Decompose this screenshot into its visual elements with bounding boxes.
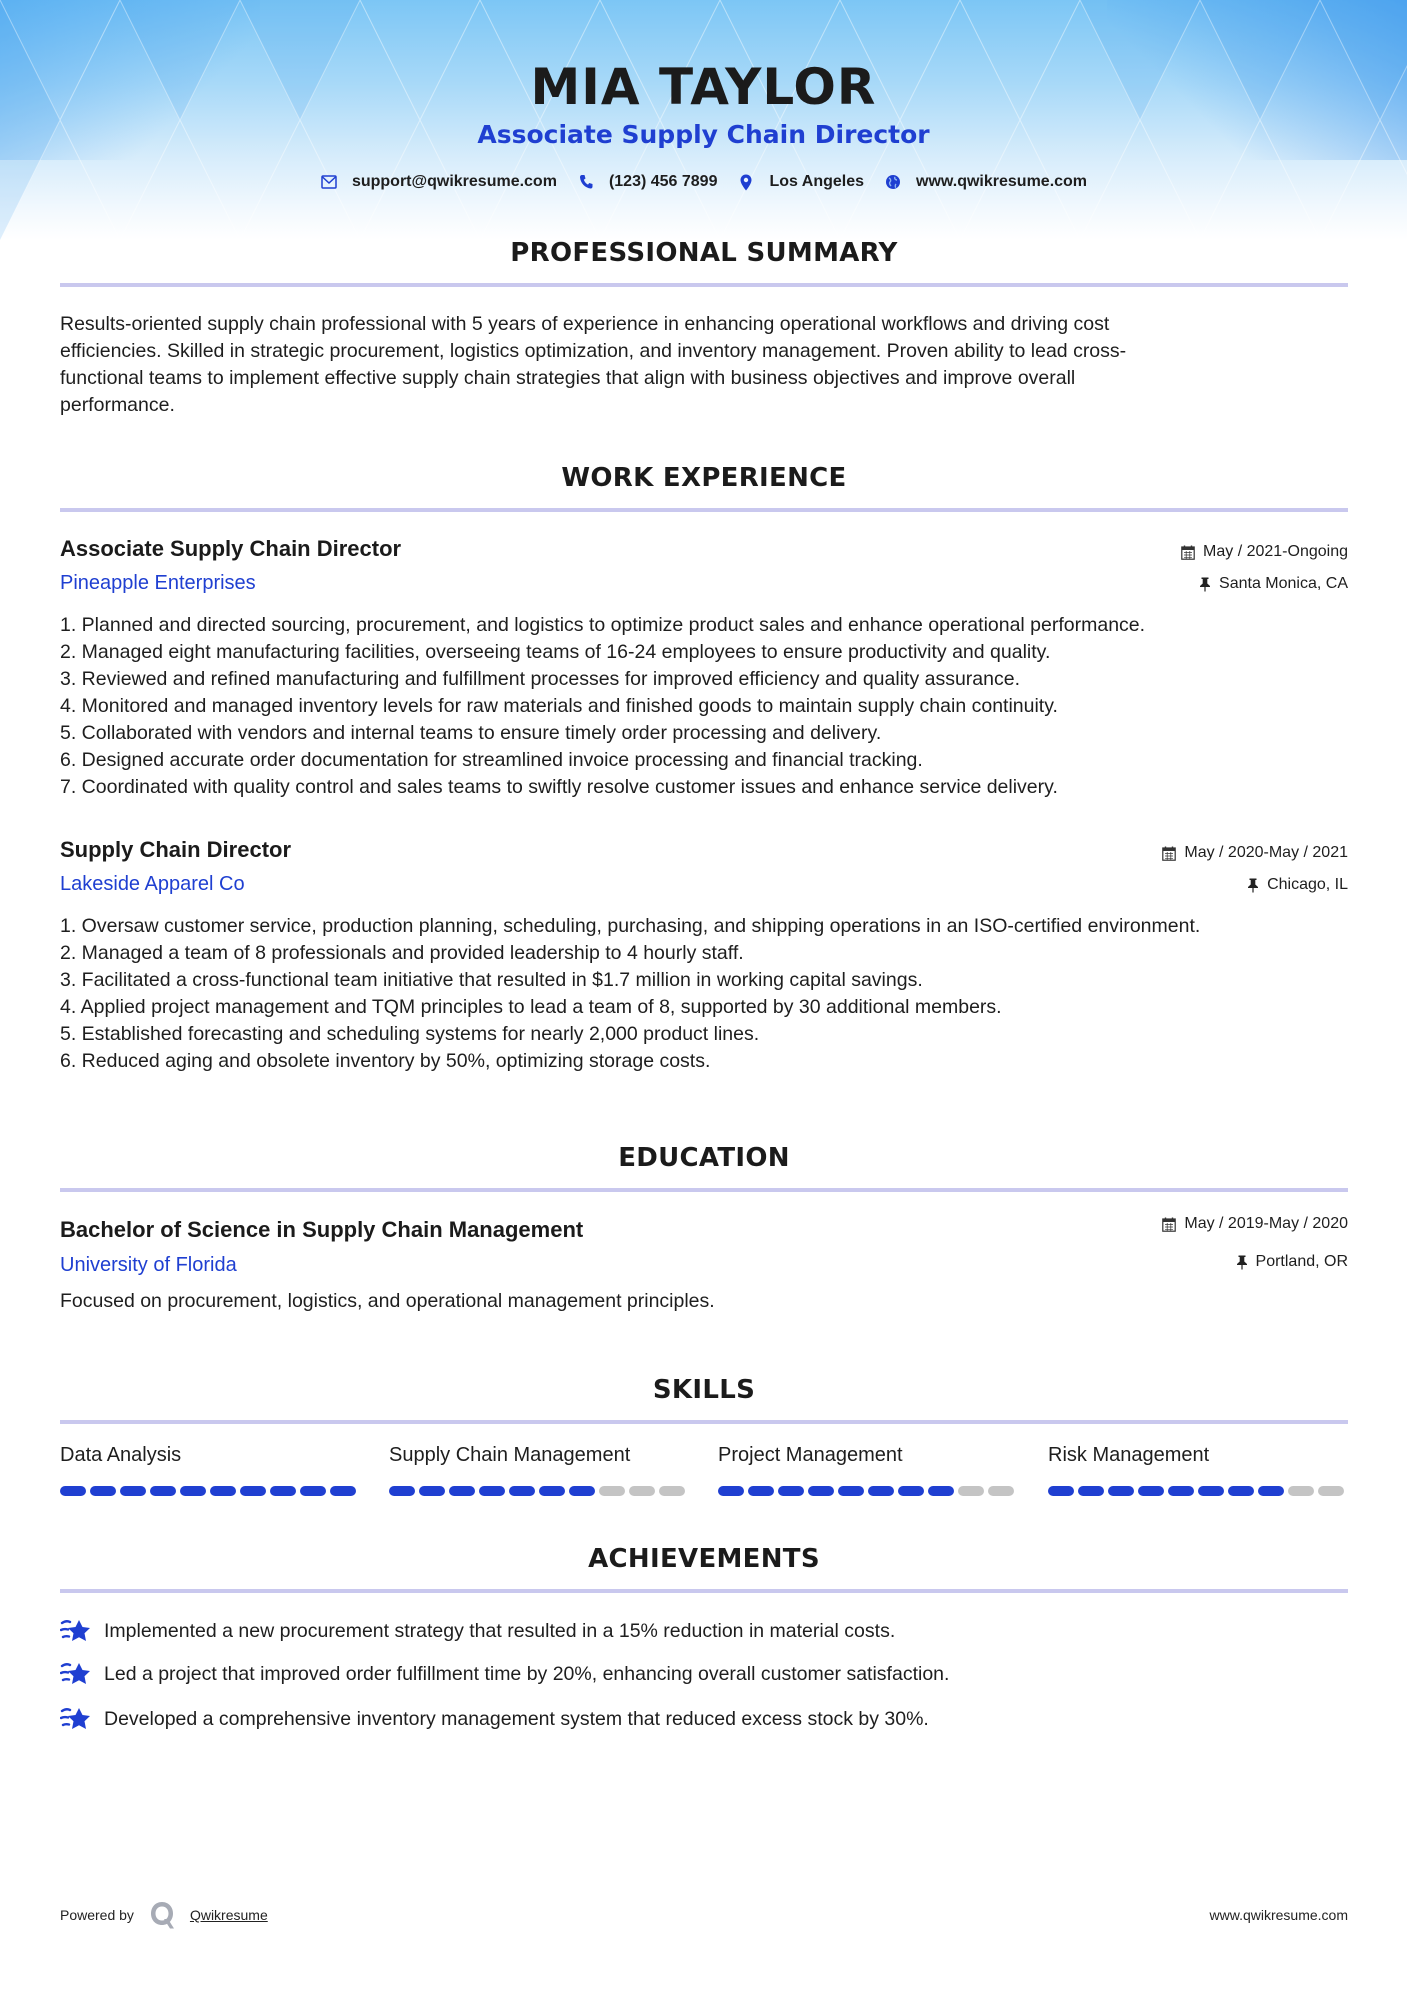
skill-dot-filled: [898, 1486, 924, 1496]
skill-dot-filled: [718, 1486, 744, 1496]
education-description: Focused on procurement, logistics, and operational management principles.: [60, 1290, 715, 1312]
bullet-item: 2. Managed eight manufacturing facilities, overseeing teams of 16-24 employees to ensure productivity and quality.: [60, 641, 1051, 663]
skill-item: [718, 1444, 1018, 1496]
powered-by-label: Powered by: [60, 1907, 134, 1923]
pushpin-icon: [1199, 577, 1211, 592]
globe-icon: [884, 173, 902, 191]
skill-rating: [1048, 1486, 1348, 1496]
skill-dot-filled: [180, 1486, 206, 1496]
map-marker-icon: [737, 173, 755, 191]
shooting-star-icon: [60, 1660, 92, 1688]
skill-dot-empty: [988, 1486, 1014, 1496]
bullet-item: 4. Applied project management and TQM principles to lead a team of 8, supported by 30 additional members.: [60, 996, 1002, 1018]
skill-dot-filled: [210, 1486, 236, 1496]
contact-phone[interactable]: [577, 173, 718, 191]
job-dates-text: May / 2020-May / 2021: [1184, 844, 1348, 861]
section-divider: [60, 508, 1348, 512]
section-title-summary: PROFESSIONAL SUMMARY: [510, 238, 898, 268]
section-divider: [60, 1589, 1348, 1593]
skill-label: Data Analysis: [60, 1444, 182, 1466]
skill-dot-empty: [599, 1486, 625, 1496]
contact-website-text: www.qwikresume.com: [916, 173, 1088, 190]
achievement-item: [60, 1705, 929, 1733]
summary-line: performance.: [60, 394, 175, 416]
section-title-achievements: ACHIEVEMENTS: [588, 1544, 820, 1574]
skill-dot-filled: [330, 1486, 356, 1496]
skill-dot-empty: [958, 1486, 984, 1496]
skill-dot-filled: [1198, 1486, 1224, 1496]
skill-dot-filled: [868, 1486, 894, 1496]
qwikresume-link[interactable]: Qwikresume: [189, 1907, 268, 1923]
bullet-item: 4. Monitored and managed inventory levels for raw materials and finished goods to maintain supply chain continuity.: [60, 695, 1058, 717]
contact-email-text: support@qwikresume.com: [351, 173, 557, 190]
skill-dot-filled: [838, 1486, 864, 1496]
bullet-item: 3. Facilitated a cross-functional team initiative that resulted in $1.7 million in working capital savings.: [60, 969, 923, 991]
skill-dot-filled: [1138, 1486, 1164, 1496]
skill-dot-filled: [509, 1486, 535, 1496]
job-dates: [1181, 543, 1348, 561]
job-location: [1247, 876, 1348, 894]
skill-dot-empty: [659, 1486, 685, 1496]
bullet-item: 7. Coordinated with quality control and sales teams to swiftly resolve customer issues and enhance service delivery.: [60, 776, 1058, 798]
skill-dot-filled: [419, 1486, 445, 1496]
job-title: Supply Chain Director: [60, 837, 292, 862]
skill-dot-filled: [449, 1486, 475, 1496]
contact-bar: [0, 173, 1407, 191]
section-title-skills: SKILLS: [652, 1375, 756, 1405]
skill-dot-filled: [270, 1486, 296, 1496]
bullet-item: 6. Reduced aging and obsolete inventory by 50%, optimizing storage costs.: [60, 1050, 711, 1072]
section-divider: [60, 283, 1348, 287]
job-location-text: Chicago, IL: [1267, 876, 1348, 893]
skill-label: Project Management: [718, 1444, 903, 1466]
degree-title: Bachelor of Science in Supply Chain Management: [60, 1217, 584, 1242]
achievement-text: Implemented a new procurement strategy that resulted in a 15% reduction in material costs.: [104, 1619, 896, 1642]
bullet-item: 1. Planned and directed sourcing, procurement, and logistics to optimize product sales and enhance operational performance.: [60, 614, 1146, 636]
footer-website[interactable]: www.qwikresume.com: [1209, 1907, 1348, 1923]
envelope-icon: [320, 173, 338, 191]
candidate-role: Associate Supply Chain Director: [477, 120, 930, 149]
job-bullets: [60, 612, 1360, 801]
summary-line: Results-oriented supply chain professional with 5 years of experience in enhancing operational workflows and driving cost: [60, 313, 1110, 335]
job-location: [1199, 575, 1348, 593]
skill-dot-filled: [569, 1486, 595, 1496]
skill-item: [389, 1444, 689, 1496]
skill-dot-filled: [90, 1486, 116, 1496]
achievement-text: Led a project that improved order fulfillment time by 20%, enhancing overall customer satisfaction.: [104, 1662, 950, 1685]
section-title-education: EDUCATION: [618, 1143, 790, 1173]
skill-dot-filled: [1228, 1486, 1254, 1496]
skill-dot-filled: [928, 1486, 954, 1496]
skill-dot-filled: [150, 1486, 176, 1496]
footer-powered-by: [60, 1900, 268, 1930]
contact-email[interactable]: [320, 173, 557, 191]
phone-icon: [577, 173, 595, 191]
skill-rating: [718, 1486, 1018, 1496]
education-location: [1236, 1253, 1348, 1271]
job-dates: [1162, 844, 1348, 862]
section-divider: [60, 1188, 1348, 1192]
candidate-name: MIA TAYLOR: [530, 58, 877, 116]
shooting-star-icon: [60, 1705, 92, 1733]
qwikresume-logo-icon: [148, 1900, 176, 1930]
achievement-item: [60, 1617, 895, 1645]
skill-dot-filled: [808, 1486, 834, 1496]
skill-dot-filled: [778, 1486, 804, 1496]
company-name: Pineapple Enterprises: [60, 572, 256, 594]
section-title-experience: WORK EXPERIENCE: [561, 463, 847, 493]
bullet-item: 3. Reviewed and refined manufacturing and fulfillment processes for improved efficiency and quality assurance.: [60, 668, 1020, 690]
skill-item: [1048, 1444, 1348, 1496]
bullet-item: 5. Established forecasting and scheduling systems for nearly 2,000 product lines.: [60, 1023, 760, 1045]
education-dates-text: May / 2019-May / 2020: [1184, 1215, 1348, 1232]
section-divider: [60, 1420, 1348, 1424]
summary-text: [60, 311, 1348, 419]
calendar-icon: [1162, 1217, 1176, 1232]
skill-rating: [60, 1486, 360, 1496]
job-location-text: Santa Monica, CA: [1219, 575, 1348, 592]
skill-dot-filled: [1258, 1486, 1284, 1496]
skill-label: Risk Management: [1048, 1444, 1210, 1466]
bullet-item: 6. Designed accurate order documentation for streamlined invoice processing and financial tracking.: [60, 749, 923, 771]
skill-dot-filled: [748, 1486, 774, 1496]
skill-dot-filled: [1048, 1486, 1074, 1496]
skill-dot-empty: [1288, 1486, 1314, 1496]
summary-line: efficiencies. Skilled in strategic procurement, logistics optimization, and inventory management. Proven ability to lead cross-: [60, 340, 1127, 362]
skill-dot-empty: [629, 1486, 655, 1496]
bullet-item: 5. Collaborated with vendors and internal teams to ensure timely order processing and delivery.: [60, 722, 882, 744]
pushpin-icon: [1236, 1255, 1248, 1270]
education-location-text: Portland, OR: [1255, 1253, 1348, 1270]
skill-dot-filled: [389, 1486, 415, 1496]
contact-location-text: Los Angeles: [769, 173, 865, 190]
achievement-text: Developed a comprehensive inventory management system that reduced excess stock by 30%.: [104, 1707, 929, 1730]
contact-phone-text: (123) 456 7899: [608, 173, 718, 190]
contact-website[interactable]: [884, 173, 1087, 191]
skill-dot-filled: [300, 1486, 326, 1496]
job-bullets: [60, 913, 1360, 1075]
bullet-item: 1. Oversaw customer service, production planning, scheduling, purchasing, and shipping operations in an ISO-certified environment.: [60, 915, 1201, 937]
skill-dot-filled: [60, 1486, 86, 1496]
calendar-icon: [1162, 846, 1176, 861]
job-dates-text: May / 2021-Ongoing: [1203, 543, 1348, 560]
skill-dot-filled: [240, 1486, 266, 1496]
skill-label: Supply Chain Management: [389, 1444, 631, 1466]
skill-dot-empty: [1318, 1486, 1344, 1496]
skill-dot-filled: [479, 1486, 505, 1496]
achievement-item: [60, 1660, 949, 1688]
contact-location: [737, 173, 864, 191]
calendar-icon: [1181, 545, 1195, 560]
shooting-star-icon: [60, 1617, 92, 1645]
skill-dot-filled: [120, 1486, 146, 1496]
job-title: Associate Supply Chain Director: [60, 536, 402, 561]
education-dates: [1162, 1215, 1348, 1233]
skill-rating: [389, 1486, 689, 1496]
school-name: University of Florida: [60, 1254, 237, 1276]
skill-dot-filled: [539, 1486, 565, 1496]
skill-dot-filled: [1108, 1486, 1134, 1496]
pushpin-icon: [1247, 878, 1259, 893]
skill-dot-filled: [1168, 1486, 1194, 1496]
company-name: Lakeside Apparel Co: [60, 873, 245, 895]
skill-dot-filled: [1078, 1486, 1104, 1496]
summary-line: functional teams to implement effective supply chain strategies that align with business objectives and improve overall: [60, 367, 1076, 389]
skill-item: [60, 1444, 360, 1496]
bullet-item: 2. Managed a team of 8 professionals and provided leadership to 4 hourly staff.: [60, 942, 744, 964]
